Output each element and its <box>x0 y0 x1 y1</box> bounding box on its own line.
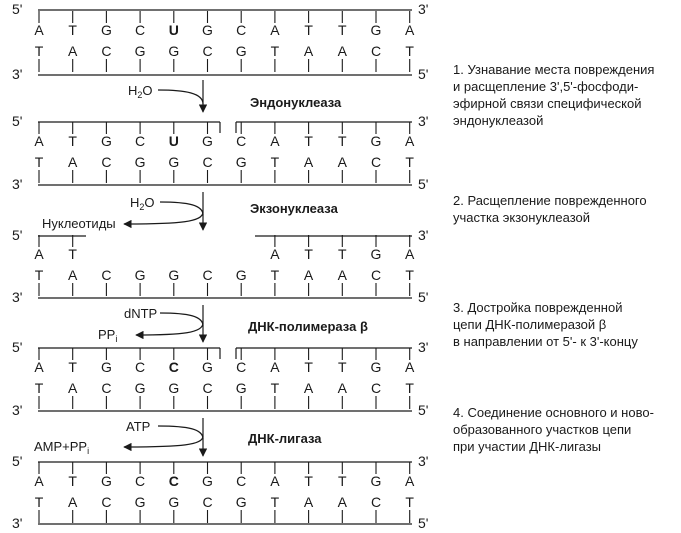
base-T: T <box>338 133 347 149</box>
base-C: C <box>101 494 112 510</box>
base-T: T <box>304 133 313 149</box>
label-3prime: 3' <box>12 402 23 418</box>
base-C: C <box>202 494 213 510</box>
base-T: T <box>68 22 77 38</box>
h2o-arrow <box>160 202 203 215</box>
base-G: G <box>168 43 180 59</box>
top-sequence <box>34 235 415 262</box>
base-C: C <box>202 380 213 396</box>
base-A: A <box>303 494 314 510</box>
base-A: A <box>68 494 78 510</box>
base-T: T <box>304 473 313 489</box>
base-U: U <box>168 133 179 149</box>
base-T: T <box>304 22 313 38</box>
base-G: G <box>370 246 382 262</box>
base-A: A <box>337 154 347 170</box>
base-T: T <box>304 359 313 375</box>
label-5prime: 5' <box>418 402 429 418</box>
base-G: G <box>235 154 247 170</box>
base-G: G <box>202 473 213 489</box>
base-T: T <box>304 246 313 262</box>
strand-group-1 <box>12 1 428 82</box>
step-line: при участии ДНК-лигазы <box>453 439 602 454</box>
base-G: G <box>168 380 180 396</box>
base-A: A <box>337 494 347 510</box>
base-T: T <box>34 154 44 170</box>
label-5prime: 5' <box>418 515 429 531</box>
base-C: C <box>370 267 382 283</box>
ligase-step <box>34 418 322 456</box>
base-G: G <box>202 133 213 149</box>
base-T: T <box>68 359 77 375</box>
base-A: A <box>270 133 280 149</box>
base-T: T <box>405 43 414 59</box>
base-G: G <box>168 154 180 170</box>
polymerase-step <box>98 305 368 344</box>
ppi-arrow <box>136 323 203 335</box>
base-T: T <box>405 494 414 510</box>
amp-label: $AMP+PP_i$ <box>34 439 90 456</box>
base-C: C <box>370 154 382 170</box>
base-G: G <box>370 473 382 489</box>
step-line: участка экзонуклеазой <box>453 210 591 225</box>
base-T: T <box>405 154 414 170</box>
top-sequence <box>34 348 415 375</box>
label-5prime: 5' <box>12 227 23 243</box>
base-T: T <box>270 43 280 59</box>
base-A: A <box>34 246 44 262</box>
base-G: G <box>370 133 382 149</box>
nucleotides-label: Нуклеотиды <box>42 216 116 231</box>
base-C: C <box>101 43 112 59</box>
step-line: и расщепление 3',5'-фосфоди- <box>453 79 639 94</box>
base-T: T <box>270 267 280 283</box>
base-T: T <box>34 494 44 510</box>
base-G: G <box>370 22 382 38</box>
base-T: T <box>68 246 77 262</box>
base-T: T <box>270 494 280 510</box>
base-A: A <box>303 43 314 59</box>
base-G: G <box>202 359 213 375</box>
step-line: образованного участков цепи <box>453 422 632 437</box>
amp-arrow <box>124 436 203 447</box>
base-T: T <box>338 359 347 375</box>
strand-group-4 <box>12 339 428 418</box>
label-5prime: 5' <box>418 66 429 82</box>
base-T: T <box>338 246 347 262</box>
step-line: 3. Достройка поврежденной <box>453 300 623 315</box>
label-3prime: 3' <box>12 515 23 531</box>
base-C: C <box>101 154 112 170</box>
base-C: C <box>168 473 179 489</box>
base-C: C <box>135 133 146 149</box>
base-C: C <box>168 359 179 375</box>
base-G: G <box>235 267 247 283</box>
base-G: G <box>100 22 112 38</box>
base-G: G <box>235 43 247 59</box>
base-C: C <box>370 380 382 396</box>
base-T: T <box>68 473 77 489</box>
base-U: U <box>168 22 179 38</box>
base-T: T <box>34 380 44 396</box>
base-A: A <box>270 359 280 375</box>
base-A: A <box>303 267 314 283</box>
base-C: C <box>202 43 213 59</box>
h2o-arrow <box>158 90 203 104</box>
bottom-sequence <box>35 43 415 72</box>
base-T: T <box>338 22 347 38</box>
base-C: C <box>101 380 112 396</box>
base-C: C <box>236 133 247 149</box>
base-A: A <box>405 473 415 489</box>
bottom-sequence <box>35 154 415 183</box>
base-T: T <box>270 154 280 170</box>
base-A: A <box>405 133 415 149</box>
base-A: A <box>337 267 347 283</box>
base-A: A <box>34 473 44 489</box>
base-G: G <box>100 473 112 489</box>
base-G: G <box>134 43 146 59</box>
label-3prime: 3' <box>418 453 429 469</box>
label-5prime: 5' <box>418 176 429 192</box>
nucleotides-arrow <box>124 212 203 224</box>
base-C: C <box>236 359 247 375</box>
base-A: A <box>270 22 280 38</box>
base-G: G <box>134 154 146 170</box>
base-G: G <box>168 267 180 283</box>
base-A: A <box>68 154 78 170</box>
label-3prime: 3' <box>418 1 429 17</box>
base-G: G <box>235 494 247 510</box>
base-T: T <box>405 267 414 283</box>
base-A: A <box>270 473 280 489</box>
step-line: 1. Узнавание места повреждения <box>453 62 655 77</box>
step-1-description <box>453 61 679 129</box>
exonuclease-step <box>42 192 339 231</box>
ppi-label: $PP_i$ <box>98 327 118 344</box>
base-A: A <box>303 154 314 170</box>
step-line: 2. Расщепление поврежденного <box>453 193 647 208</box>
base-A: A <box>405 359 415 375</box>
base-G: G <box>134 380 146 396</box>
strand-group-2 <box>12 113 428 192</box>
base-C: C <box>370 494 382 510</box>
base-G: G <box>202 22 213 38</box>
base-G: G <box>100 359 112 375</box>
base-A: A <box>303 380 314 396</box>
base-C: C <box>236 473 247 489</box>
enzyme-endonuclease: Эндонуклеаза <box>250 95 342 110</box>
base-A: A <box>405 246 415 262</box>
base-A: A <box>68 43 78 59</box>
enzyme-exonuclease: Экзонуклеаза <box>250 201 338 216</box>
step-3-description <box>453 299 679 350</box>
enzyme-ligase: ДНК-лигаза <box>248 431 322 446</box>
label-5prime: 5' <box>12 113 23 129</box>
label-5prime: 5' <box>12 339 23 355</box>
atp-label: ATP <box>126 419 151 434</box>
base-G: G <box>134 494 146 510</box>
base-A: A <box>68 267 78 283</box>
base-T: T <box>405 380 414 396</box>
bottom-sequence <box>35 267 415 296</box>
base-A: A <box>68 380 78 396</box>
h2o-label: $H_2O$ <box>130 195 155 212</box>
label-3prime: 3' <box>418 339 429 355</box>
base-G: G <box>168 494 180 510</box>
base-A: A <box>34 359 44 375</box>
base-A: A <box>405 22 415 38</box>
base-C: C <box>202 154 213 170</box>
base-A: A <box>337 380 347 396</box>
base-T: T <box>270 380 280 396</box>
step-line: эндонуклеазой <box>453 113 544 128</box>
enzyme-polymerase: ДНК-полимераза β <box>248 319 368 334</box>
top-sequence <box>34 122 415 149</box>
base-C: C <box>135 22 146 38</box>
base-G: G <box>134 267 146 283</box>
label-3prime: 3' <box>418 113 429 129</box>
top-sequence <box>34 11 415 38</box>
base-G: G <box>100 133 112 149</box>
base-T: T <box>34 43 44 59</box>
base-A: A <box>34 22 44 38</box>
step-line: 4. Соединение основного и ново- <box>453 405 654 420</box>
bottom-sequence <box>35 380 415 409</box>
base-C: C <box>236 22 247 38</box>
top-sequence <box>34 462 415 489</box>
base-T: T <box>34 267 44 283</box>
label-3prime: 3' <box>12 176 23 192</box>
base-C: C <box>202 267 213 283</box>
label-5prime: 5' <box>12 1 23 17</box>
base-C: C <box>370 43 382 59</box>
base-A: A <box>270 246 280 262</box>
base-G: G <box>235 380 247 396</box>
label-3prime: 3' <box>12 289 23 305</box>
bottom-sequence <box>35 494 415 523</box>
base-A: A <box>337 43 347 59</box>
label-3prime: 3' <box>418 227 429 243</box>
base-C: C <box>101 267 112 283</box>
dntp-arrow <box>160 313 203 326</box>
base-A: A <box>34 133 44 149</box>
label-5prime: 5' <box>12 453 23 469</box>
endonuclease-step <box>128 80 342 112</box>
base-C: C <box>135 359 146 375</box>
step-line: цепи ДНК-полимеразой β <box>453 317 607 332</box>
base-T: T <box>338 473 347 489</box>
dntp-label: dNTP <box>124 306 158 321</box>
base-C: C <box>135 473 146 489</box>
base-T: T <box>68 133 77 149</box>
base-G: G <box>370 359 382 375</box>
strand-group-3 <box>12 227 428 305</box>
label-5prime: 5' <box>418 289 429 305</box>
label-3prime: 3' <box>12 66 23 82</box>
h2o-label: $H_2O$ <box>128 83 153 100</box>
step-4-description <box>453 404 679 455</box>
atp-arrow <box>158 426 203 439</box>
strand-group-5 <box>12 453 428 531</box>
step-2-description <box>453 192 679 226</box>
step-line: эфирной связи специфической <box>453 96 642 111</box>
step-line: в направлении от 5'- к 3'-концу <box>453 334 638 349</box>
